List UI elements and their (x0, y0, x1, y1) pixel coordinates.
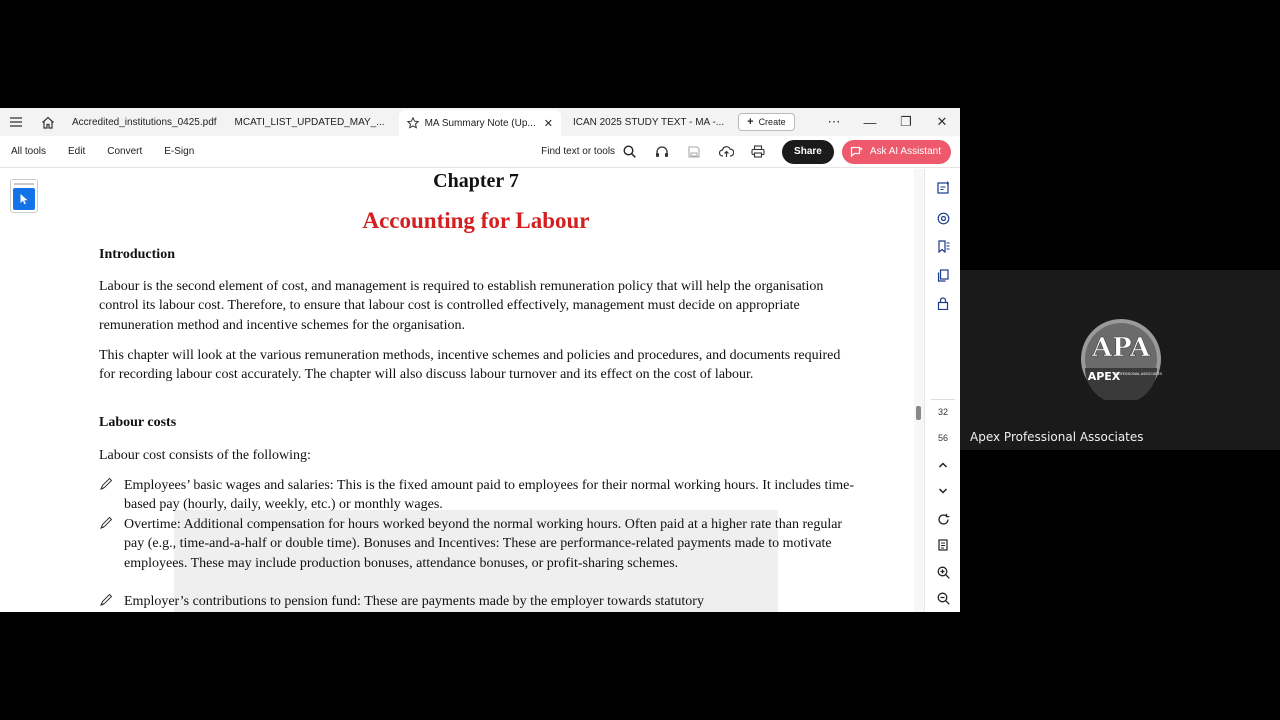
tab-bar (0, 108, 960, 136)
tab-accredited-institutions[interactable] (64, 108, 225, 136)
home-button[interactable] (32, 108, 64, 136)
participant-name: Apex Professional Associates (970, 430, 1144, 444)
list-item (99, 515, 859, 573)
list-item-text: Overtime: Additional compensation for hours worked beyond the normal working hours. Often paid at a higher rate than regular pay (e.g., time-and-a-half or double time). Bonuses and Incentives: These are performance-related payments made to motivate employees. These may include production bonuses, attendance bonuses, or profit-sharing schemes. (124, 517, 843, 571)
create-button[interactable] (738, 113, 794, 131)
scrollbar-thumb[interactable] (916, 406, 921, 420)
share-button[interactable] (782, 140, 834, 164)
printer-icon (751, 145, 765, 158)
tab-label: Accredited_institutions_0425.pdf (72, 116, 217, 128)
zoom-out-button[interactable] (925, 592, 960, 605)
acrobat-window (0, 108, 960, 612)
labour-costs-intro: Labour cost consists of the following: (99, 448, 311, 463)
print-button[interactable] (742, 145, 774, 158)
bookmark-icon (937, 240, 950, 253)
pages-button[interactable] (925, 269, 960, 282)
list-item-text: Employer’s contributions to pension fund: These are payments made by the employer towards statutory (124, 594, 704, 609)
logo-subtext: APEX (1087, 370, 1121, 383)
search-icon (623, 145, 636, 158)
zoom-in-icon (937, 566, 950, 579)
hamburger-menu-button[interactable] (0, 108, 32, 136)
menu-convert[interactable]: Convert (107, 146, 143, 157)
bookmarks-button[interactable] (925, 240, 960, 253)
ai-chat-icon (850, 146, 864, 158)
ai-assistant-button[interactable] (842, 140, 951, 164)
read-aloud-button[interactable] (646, 145, 678, 158)
menu-edit[interactable]: Edit (68, 146, 86, 157)
tab-mcati-list[interactable] (227, 108, 393, 136)
logo-small-text: PROFESSIONAL ASSOCIATES (1113, 372, 1162, 376)
select-tool-button[interactable] (10, 179, 38, 213)
close-window-icon[interactable]: ✕ (936, 114, 948, 129)
fit-page-button[interactable] (925, 539, 960, 552)
pen-bullet-icon (99, 517, 115, 529)
hamburger-icon (10, 117, 22, 127)
total-pages: 56 (937, 433, 948, 443)
share-label: Share (794, 146, 822, 157)
paragraph-introduction: Labour is the second element of cost, and management is required to establish remuneration policy that will help the organisation control its labour cost. Therefore, to ensure that labour cost is controlled effectively, management must decide on appropriate remuneration method and incentive schemes for the organisation. (99, 279, 824, 333)
headphones-icon (655, 145, 669, 158)
rotate-button[interactable] (925, 513, 960, 526)
apex-logo (1080, 318, 1162, 400)
labour-costs-heading: Labour costs (99, 415, 177, 430)
list-item-text: Employees’ basic wages and salaries: This is the fixed amount paid to employees for their normal working hours. It includes time-based pay (hourly, daily, weekly, etc.) or monthly wages. (124, 478, 855, 513)
save-button[interactable] (678, 146, 710, 158)
mention-button[interactable] (925, 212, 960, 225)
tab-ma-summary-note[interactable] (399, 110, 561, 136)
left-tool-rail (0, 169, 48, 612)
create-label: Create (758, 117, 786, 127)
cursor-arrow-icon (19, 193, 29, 205)
logo-text: APA (1091, 333, 1151, 363)
chapter-heading: Chapter 7 (433, 170, 519, 192)
plus-icon: + (747, 116, 754, 128)
minimize-icon[interactable]: — (863, 114, 877, 130)
zoom-out-icon (937, 592, 950, 605)
tab-label: ICAN 2025 STUDY TEXT - MA -... (572, 116, 725, 128)
tab-ican-study-text[interactable] (565, 108, 732, 136)
chevron-down-icon (938, 487, 948, 495)
save-icon (688, 146, 700, 158)
tab-label: MCATI_LIST_UPDATED_MAY_... (234, 116, 385, 128)
comment-add-icon (937, 181, 950, 194)
pen-bullet-icon (99, 594, 115, 606)
chapter-title: Accounting for Labour (362, 208, 590, 233)
right-tool-rail (924, 169, 960, 612)
zoom-in-button[interactable] (925, 566, 960, 579)
introduction-heading: Introduction (99, 247, 175, 262)
find-label: Find text or tools (541, 146, 616, 157)
close-tab-icon[interactable]: ✕ (543, 117, 553, 130)
find-text-or-tools[interactable] (541, 145, 636, 158)
lock-icon (937, 297, 949, 310)
star-icon[interactable] (407, 117, 419, 129)
next-page-button[interactable] (925, 487, 960, 495)
list-item (99, 592, 859, 611)
previous-page-button[interactable] (925, 461, 960, 469)
paragraph-chapter-overview: This chapter will look at the various remuneration methods, incentive schemes and policies and procedures, and documents required for recording labour cost accurately. The chapter will also discuss labour turnover and its effect on the cost of labour. (99, 348, 841, 383)
more-options-icon[interactable]: ⋯ (827, 114, 841, 129)
at-sign-icon (937, 212, 950, 225)
document-page (48, 169, 914, 612)
list-item (99, 476, 859, 515)
upload-button[interactable] (710, 145, 742, 158)
refresh-icon (937, 513, 950, 526)
restore-icon[interactable]: ❐ (900, 114, 912, 129)
toolbar (0, 136, 960, 168)
ai-assistant-label: Ask AI Assistant (869, 146, 941, 157)
home-icon (41, 116, 55, 129)
current-page-number[interactable]: 32 (937, 407, 948, 417)
chevron-up-icon (938, 461, 948, 469)
copy-pages-icon (937, 269, 950, 282)
menu-all-tools[interactable]: All tools (11, 146, 47, 157)
tab-label: MA Summary Note (Up... (424, 117, 536, 129)
page-fit-icon (937, 539, 950, 552)
menu-esign[interactable]: E-Sign (164, 146, 195, 157)
vertical-scrollbar[interactable] (914, 169, 924, 612)
cloud-upload-icon (719, 145, 734, 158)
pen-bullet-icon (99, 478, 115, 490)
protect-button[interactable] (925, 297, 960, 310)
comment-panel-button[interactable] (925, 181, 960, 194)
